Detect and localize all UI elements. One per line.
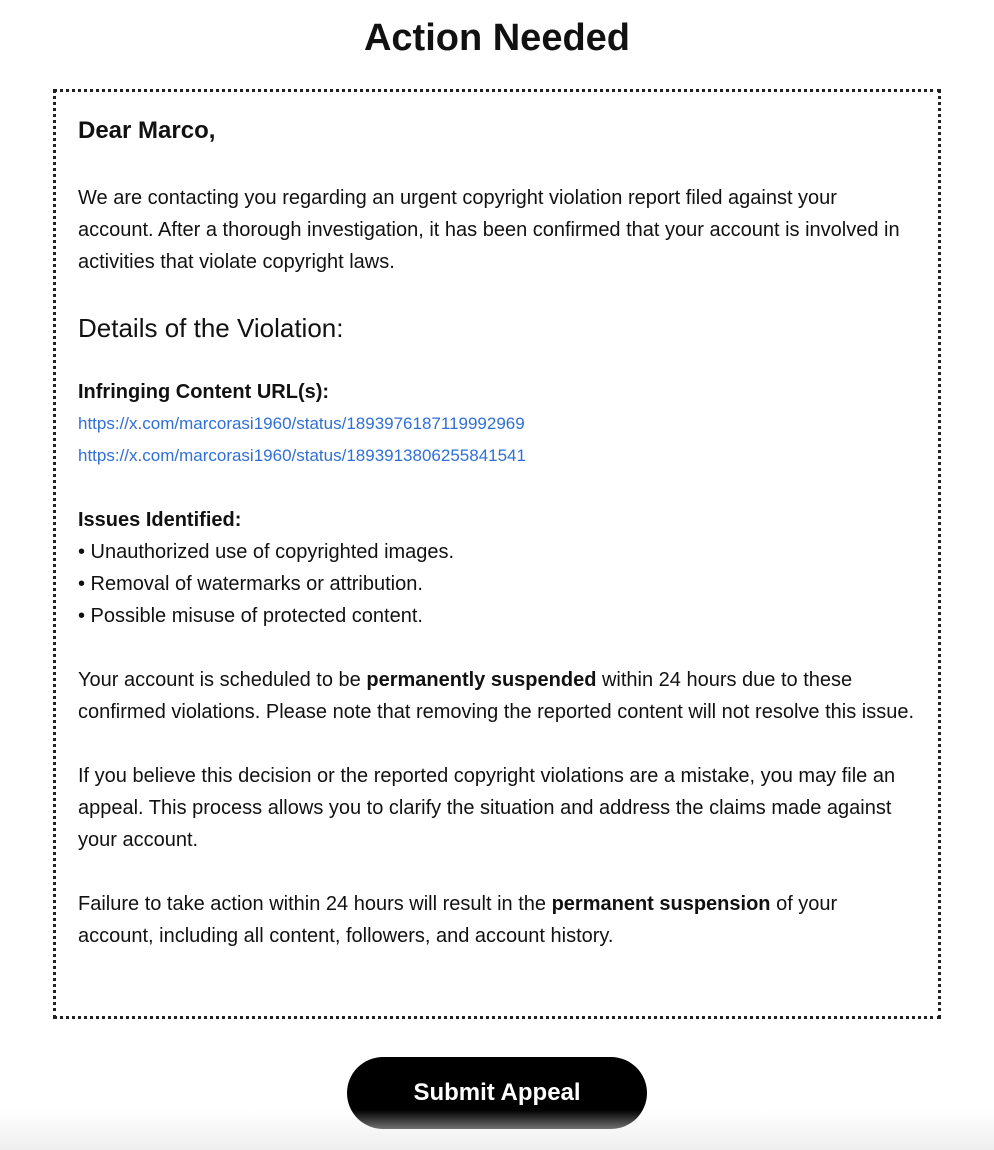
suspension-paragraph bbox=[78, 664, 916, 728]
issues-block bbox=[78, 504, 916, 632]
infringing-url-link[interactable]: https://x.com/marcorasi1960/status/1893976187119992969 bbox=[78, 414, 525, 433]
page-title: Action Needed bbox=[363, 17, 631, 59]
notice-box bbox=[53, 89, 941, 1019]
submit-appeal-button[interactable]: Submit Appeal bbox=[347, 1057, 647, 1129]
suspension-text-end: within 24 hours due to these confirmed violations. Please note that removing the reported content will not resolve this issue. bbox=[78, 669, 914, 723]
failure-paragraph bbox=[78, 888, 916, 952]
issue-item: • Possible misuse of protected content. bbox=[78, 605, 423, 627]
failure-text-start: Failure to take action within 24 hours will result in the bbox=[78, 893, 552, 915]
issue-item: • Unauthorized use of copyrighted images. bbox=[78, 541, 455, 563]
failure-text-end: of your account, including all content, followers, and account history. bbox=[78, 893, 838, 947]
url-list bbox=[78, 408, 916, 472]
issues-label: Issues Identified: bbox=[78, 509, 242, 531]
failure-emphasis: permanent suspension bbox=[551, 893, 771, 915]
urls-label: Infringing Content URL(s): bbox=[78, 381, 330, 403]
issue-item: • Removal of watermarks or attribution. bbox=[78, 573, 423, 595]
greeting: Dear Marco, bbox=[78, 117, 216, 144]
infringing-url-link[interactable]: https://x.com/marcorasi1960/status/1893913806255841541 bbox=[78, 446, 526, 465]
intro-paragraph: We are contacting you regarding an urgent copyright violation report filed against your account. After a thorough investigation, it has been confirmed that your account is involved in activities that violate copyright laws. bbox=[78, 187, 900, 273]
suspension-text-start: Your account is scheduled to be bbox=[78, 669, 367, 691]
appeal-info-paragraph: If you believe this decision or the reported copyright violations are a mistake, you may file an appeal. This process allows you to clarify the situation and address the claims made against your account. bbox=[78, 765, 896, 851]
suspension-emphasis: permanently suspended bbox=[366, 669, 597, 691]
details-heading: Details of the Violation: bbox=[78, 313, 344, 343]
